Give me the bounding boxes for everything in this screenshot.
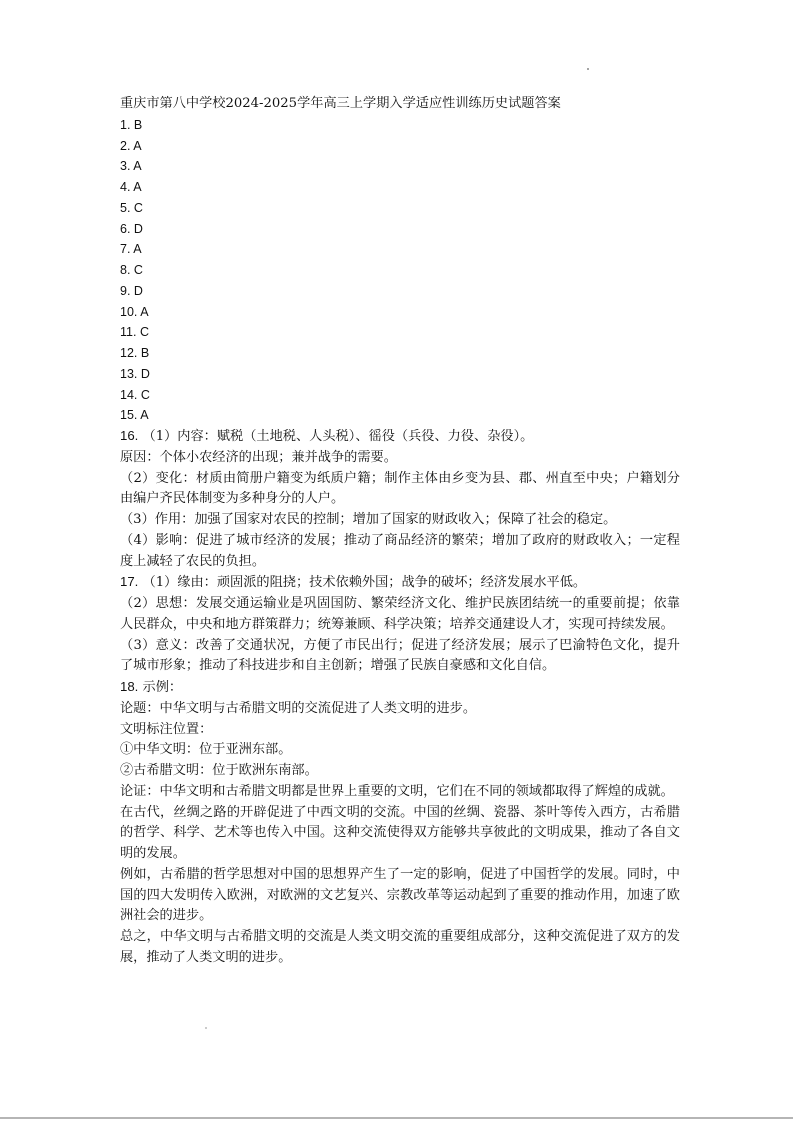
answer-list xyxy=(120,115,680,426)
answer-item: 4. A xyxy=(120,180,142,194)
question-16-answer xyxy=(120,426,680,572)
answer-content xyxy=(120,94,680,969)
q17-part1: 17. （1）缘由：顽固派的阻挠；技术依赖外国；战争的破坏；经济发展水平低。 xyxy=(120,574,587,591)
question-18-answer xyxy=(120,677,680,969)
q16-reason: 原因：个体小农经济的出现；兼并战争的需要。 xyxy=(120,449,397,465)
answer-item: 5. C xyxy=(120,200,143,215)
q18-argument-1: 论证：中华文明和古希腊文明都是世界上重要的文明，它们在不同的领域都取得了辉煌的成就。 xyxy=(120,783,674,799)
answer-item: 15. A xyxy=(120,408,149,423)
q18-marks-title: 文明标注位置： xyxy=(120,721,213,737)
q18-mark-greece: ②古希腊文明：位于欧洲东南部。 xyxy=(120,763,318,778)
question-17-answer xyxy=(120,572,680,677)
scan-speck xyxy=(587,68,589,70)
q18-argument-3: 例如，古希腊的哲学思想对中国的思想界产生了一定的影响，促进了中国哲学的发展。同时，中国的四大发明传入欧洲，对欧洲的文艺复兴、宗教改革等运动起到了重要的推动作用，加速了欧洲社会的进步。 xyxy=(120,866,680,924)
q16-part1: 16. （1）内容：赋税（土地税、人头税）、徭役（兵役、力役、杂役）。 xyxy=(120,428,534,444)
q17-part2: （2）思想：发展交通运输业是巩固国防、繁荣经济文化、维护民族团结统一的重要前提；依靠人民群众，中央和地方群策群力；统筹兼顾、科学决策；培养交通建设人才，实现可持续发展。 xyxy=(120,596,680,632)
q18-conclusion: 总之，中华文明与古希腊文明的交流是人类文明交流的重要组成部分，这种交流促进了双方的发展，推动了人类文明的进步。 xyxy=(120,929,680,965)
q17-part3: （3）意义：改善了交通状况，方便了市民出行；促进了经济发展；展示了巴渝特色文化，提升了城市形象；推动了科技进步和自主创新；增强了民族自豪感和文化自信。 xyxy=(120,637,680,674)
answer-item: 6. D xyxy=(120,221,143,236)
answer-item: 1. B xyxy=(120,117,143,132)
answer-item: 8. C xyxy=(120,263,143,277)
q18-argument-2: 在古代，丝绸之路的开辟促进了中西文明的交流。中国的丝绸、瓷器、茶叶等传入西方，古希腊的哲学、科学、艺术等也传入中国。这种交流使得双方能够共享彼此的文明成果，推动了各自文明的发展。 xyxy=(120,804,680,861)
q18-mark-china: ①中华文明：位于亚洲东部。 xyxy=(120,742,292,758)
q16-part2: （2）变化：材质由简册户籍变为纸质户籍；制作主体由乡变为县、郡、州直至中央；户籍划分由编户齐民体制变为多种身分的人户。 xyxy=(120,470,680,507)
answer-item: 14. C xyxy=(120,387,150,402)
answer-item: 3. A xyxy=(120,159,142,174)
document-title: 重庆市第八中学校2024-2025学年高三上学期入学适应性训练历史试题答案 xyxy=(120,96,561,111)
answer-item: 2. A xyxy=(120,138,142,153)
answer-item: 10. A xyxy=(120,304,149,319)
q16-part3: （3）作用：加强了国家对农民的控制；增加了国家的财政收入；保障了社会的稳定。 xyxy=(120,512,617,527)
page-bottom-rule xyxy=(0,1117,793,1119)
answer-item: 9. D xyxy=(120,283,143,298)
q16-part4: （4）影响：促进了城市经济的发展；推动了商品经济的繁荣；增加了政府的财政收入；一定程度上减轻了农民的负担。 xyxy=(120,532,680,569)
scan-speck xyxy=(205,1027,207,1029)
answer-item: 11. C xyxy=(120,325,149,340)
answer-item: 13. D xyxy=(120,366,150,381)
q18-label: 18. 示例： xyxy=(120,679,183,695)
answer-item: 7. A xyxy=(120,242,142,257)
q18-thesis: 论题：中华文明与古希腊文明的交流促进了人类文明的进步。 xyxy=(120,700,477,716)
answer-item: 12. B xyxy=(120,346,150,360)
